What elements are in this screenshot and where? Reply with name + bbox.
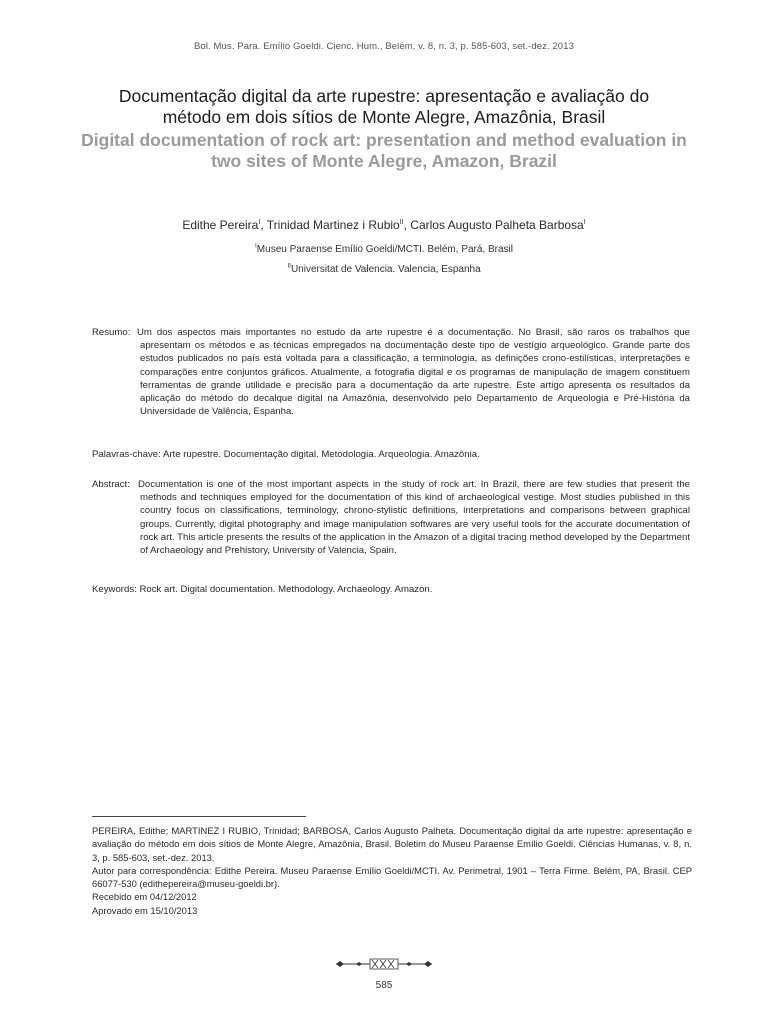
keywords-line — [92, 583, 690, 596]
affiliation-marker: I — [254, 242, 257, 250]
received-date: Recebido em 04/12/2012 — [92, 891, 197, 903]
author-affiliation-marker: II — [399, 219, 404, 226]
page-number: 585 — [375, 980, 393, 991]
author-affiliation-marker: I — [258, 219, 261, 226]
author-separator: , — [403, 218, 411, 232]
abstract-label: Abstract: — [92, 479, 130, 490]
author-name: Carlos Augusto Palheta Barbosa — [410, 218, 584, 232]
resumo-label: Resumo: — [92, 327, 131, 338]
approved-date: Aprovado em 15/10/2013 — [92, 904, 198, 916]
author-separator: , — [260, 218, 267, 232]
affiliation-text: Museu Paraense Emílio Goeldi/MCTI. Belém, Pará, Brasil — [256, 244, 514, 255]
correspondence-footnote: Autor para correspondência: Edithe Pereira. Museu Paraense Emílio Goeldi/MCTI. Av. Perimetral, 1901 – Terra Firme. Belém, PA, Brasil. CEP 66077-530 (edithepereira@museu-goeldi.br). — [92, 864, 692, 890]
author-list — [0, 218, 768, 232]
ornament-divider-icon — [334, 957, 434, 971]
abstract-text: Documentation is one of the most important aspects in the study of rock art. In Brazil, there are few studies that present the methods and techniques employed for the documentation of this kind of archaeological vestige. Most studies published in this country focus on classifications, terminology, chrono-stylistic definitions, interpretations and comparisons between graphical groups. Currently, digital photography and image manipulation softwares are very useful tools for the accurate documentation of rock art. This article presents the results of the application in the Amazon of a digital tracing method developed by the Department of Archaeology and Prehistory, University of Valencia, Spain. — [138, 479, 690, 557]
title-english: Digital documentation of rock art: presentation and method evaluation in two sites of Monte Alegre, Amazon, Brazil — [81, 130, 687, 171]
keywords-text: Rock art. Digital documentation. Methodology. Archaeology. Amazon. — [139, 584, 433, 595]
affiliation-1 — [0, 244, 768, 255]
author-name: Trinidad Martinez i Rubio — [266, 218, 400, 232]
citation-footnote: PEREIRA, Edithe; MARTINEZ I RUBIO, Trinidad; BARBOSA, Carlos Augusto Palheta. Documentação digital da arte rupestre: apresentação e avaliação do método em dois sítios de Monte Alegre, Amazônia, Brasil. Boletim do Museu Paraense Emílio Goeldi. Ciências Humanas, v. 8, n. 3, p. 585-603, set.-dez. 2013. — [92, 825, 692, 863]
keywords-label: Keywords: — [92, 584, 137, 595]
affiliation-marker: II — [287, 262, 291, 270]
palavras-chave-line — [92, 448, 690, 461]
affiliation-2 — [0, 264, 768, 275]
footnote-divider — [92, 816, 306, 817]
author-affiliation-marker: I — [583, 219, 586, 226]
running-header: Bol. Mus. Para. Emílio Goeldi. Cienc. Hum., Belém, v. 8, n. 3, p. 585-603, set.-dez. 2013 — [194, 41, 574, 52]
abstract-block — [92, 478, 690, 557]
resumo-text: Um dos aspectos mais importantes no estudo da arte rupestre é a documentação. No Brasil, são raros os trabalhos que apresentam os métodos e as técnicas empregados na documentação deste tipo de vestígio arqueológico. Grande parte dos estudos publicados no país está voltada para a classificação, a terminologia, as definições crono-estilísticas, interpretações e comparações entre conjuntos gráficos. Atualmente, a fotografia digital e os programas de manipulação de imagem constituem ferramentas de grande utilidade e precisão para a documentação da arte rupestre. Este artigo apresenta os resultados da aplicação do método do decalque digital na Amazônia, desenvolvido pelo Departamento de Arqueologia e Pré-História da Universidade de Valência, Espanha. — [137, 327, 690, 418]
footnotes — [92, 824, 692, 917]
affiliation-text: Universitat de Valencia. Valencia, Espanha — [290, 264, 481, 275]
resumo-block — [92, 326, 690, 418]
title-portuguese: Documentação digital da arte rupestre: apresentação e avaliação do método em dois sítios de Monte Alegre, Amazônia, Brasil — [118, 86, 650, 127]
palavras-chave-text: Arte rupestre. Documentação digital. Metodologia. Arqueologia. Amazônia. — [162, 449, 480, 460]
palavras-chave-label: Palavras-chave: — [92, 449, 161, 460]
author-name: Edithe Pereira — [182, 218, 259, 232]
